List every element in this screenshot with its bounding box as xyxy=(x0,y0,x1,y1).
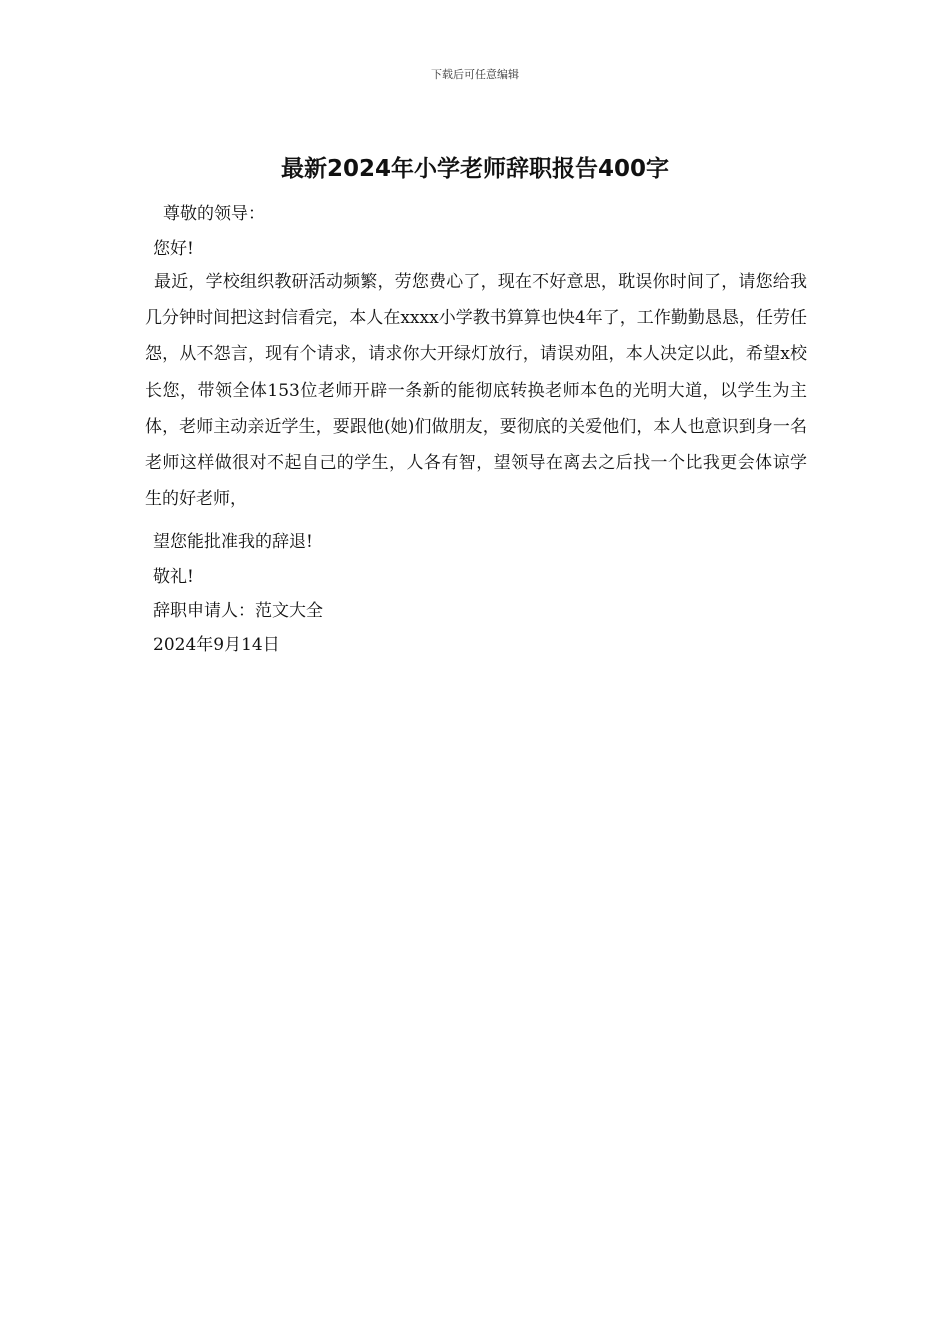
document-title: 最新2024年小学老师辞职报告400字 xyxy=(280,156,670,182)
signature: 辞职申请人：范文大全 xyxy=(153,601,323,621)
header-note: 下载后可任意编辑 xyxy=(431,68,519,81)
salutation: 尊敬的领导： xyxy=(163,204,265,224)
body-paragraph: 最近，学校组织教研活动频繁，劳您费心了，现在不好意思，耽误你时间了，请您给我几分钟时间把这封信看完，本人在xxxx小学教书算算也快4年了，工作勤勤恳恳，任劳任怨，从不怨言，现有个请求，请求你大开绿灯放行，请误劝阻，本人决定以此，希望x校长您，带领全体153位老师开辟一条新的能彻底转换老师本色的光明大道，以学生为主体，老师主动亲近学生，要跟他(她)们做朋友，要彻底的关爱他们，本人也意识到身一名老师这样做很对不起自己的学生，人各有智，望领导在离去之后找一个比我更会体谅学生的好老师， xyxy=(145,272,807,510)
regards: 敬礼! xyxy=(153,567,194,587)
closing-request: 望您能批准我的辞退! xyxy=(153,532,313,552)
greeting: 您好! xyxy=(153,239,194,259)
date: 2024年9月14日 xyxy=(153,635,280,655)
